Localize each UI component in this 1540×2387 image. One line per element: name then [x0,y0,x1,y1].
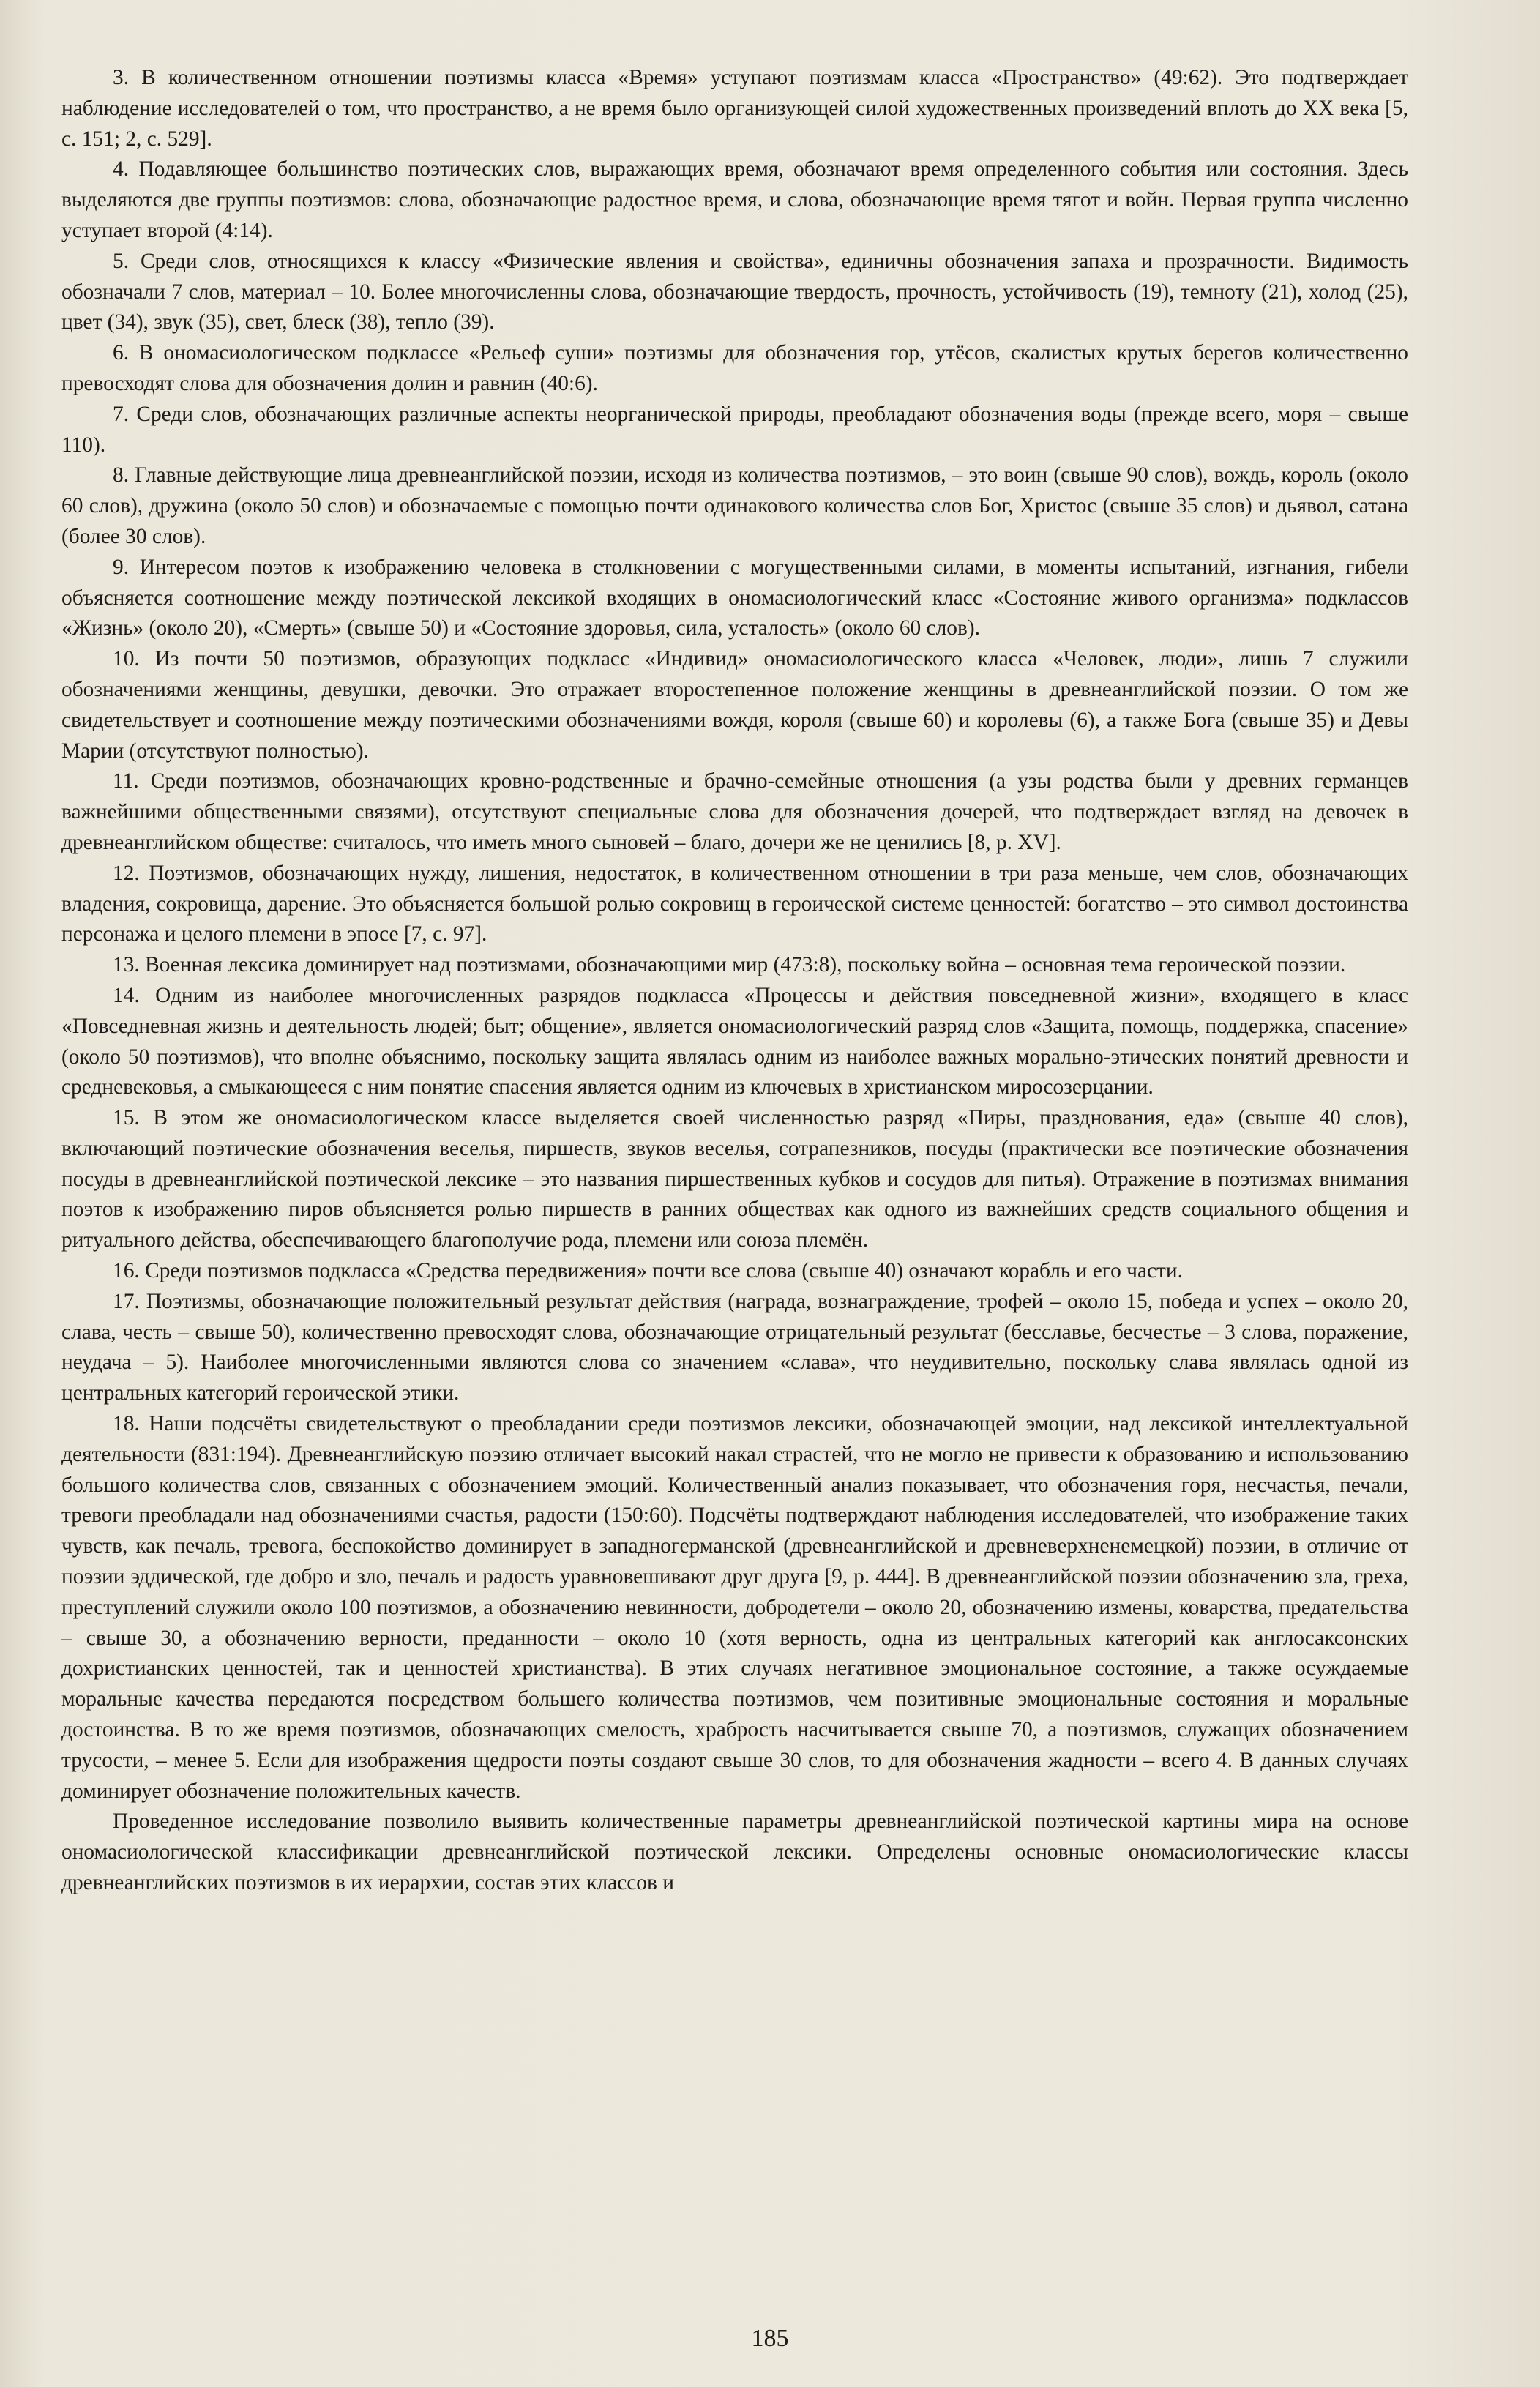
paragraph-12: 12. Поэтизмов, обозначающих нужду, лишения, недостаток, в количественном отношении в три раза меньше, чем слов, обозначающих владения, сокровища, дарение. Это объясняется большой ролью сокровищ в героической системе ценностей: богатство – это символ достоинства персонажа и целого племени в эпосе [7, с. 97]. [61,861,1408,946]
page-number: 185 [751,2325,789,2352]
paragraph-6: 6. В ономасиологическом подклассе «Рельеф суши» поэтизмы для обозначения гор, утёсов, скалистых крутых берегов количественно превосходят слова для обозначения долин и равнин (40:6). [61,341,1408,395]
paragraph-5: 5. Среди слов, относящихся к классу «Физические явления и свойства», единичны обозначения запаха и прозрачности. Видимость обозначали 7 слов, материал – 10. Более многочисленны слова, обозначающие твердость, прочность, устойчивость (19), темноту (21), холод (25), цвет (34), звук (35), свет, блеск (38), тепло (39). [61,249,1408,335]
paragraph-4: 4. Подавляющее большинство поэтических слов, выражающих время, обозначают время определенного события или состояния. Здесь выделяются две группы поэтизмов: слова, обозначающие радостное время, и слова, обозначающие время тягот и войн. Первая группа численно уступает второй (4:14). [61,157,1408,242]
paragraph-10: 10. Из почти 50 поэтизмов, образующих подкласс «Индивид» ономасиологического класса «Человек, люди», лишь 7 служили обозначениями женщины, девушки, девочки. Это отражает второстепенное положение женщины в древнеанглийской поэзии. О том же свидетельствует и соотношение между поэтическими обозначениями вождя, короля (свыше 60) и королевы (6), а также Бога (свыше 35) и Девы Марии (отсутствуют полностью). [61,647,1408,763]
paragraph-8: 8. Главные действующие лица древнеанглийской поэзии, исходя из количества поэтизмов, – это воин (свыше 90 слов), вождь, король (около 60 слов), дружина (около 50 слов) и обозначаемые с помощью почти одинакового количества слов Бог, Христос (свыше 35 слов) и дьявол, сатана (более 30 слов). [61,463,1408,548]
paragraph-11: 11. Среди поэтизмов, обозначающих кровно-родственные и брачно-семейные отношения (а узы родства были у древних германцев важнейшими общественными связями), отсутствуют специальные слова для обозначения дочерей, что подтверждает взгляд на девочек в древнеанглийском обществе: считалось, что иметь много сыновей – благо, дочери же не ценились [8, p. XV]. [61,769,1408,854]
paragraph-13: 13. Военная лексика доминирует над поэтизмами, обозначающими мир (473:8), поскольку война – основная тема героической поэзии. [113,953,1346,977]
paragraph-17: 17. Поэтизмы, обозначающие положительный результат действия (награда, вознаграждение, трофей – около 15, победа и успех – около 20, слава, честь – свыше 50), количественно превосходят слова, обозначающие отрицательный результат (бесславье, бесчестье – 3 слова, поражение, неудача – 5). Наиболее многочисленными являются слова со значением «слава», что неудивительно, поскольку слава являлась одной из центральных категорий героической этики. [61,1289,1408,1405]
paragraph-14: 14. Одним из наиболее многочисленных разрядов подкласса «Процессы и действия повседневной жизни», входящего в класс «Повседневная жизнь и деятельность людей; быт; общение», является ономасиологический разряд слов «Защита, помощь, поддержка, спасение» (около 50 поэтизмов), что вполне объяснимо, поскольку защита являлась одним из наиболее важных морально-этических понятий древности и средневековья, а смыкающееся с ним понятие спасения является одним из ключевых в христианском миросозерцании. [61,983,1408,1099]
paragraph-15: 15. В этом же ономасиологическом классе выделяется своей численностью разряд «Пиры, празднования, еда» (свыше 40 слов), включающий поэтические обозначения веселья, пиршеств, звуков веселья, сотрапезников, посуды (практически все поэтические обозначения посуды в древнеанглийской поэтической лексике – это названия пиршественных кубков и сосудов для питья). Отражение в поэтизмах внимания поэтов к изображению пиров объясняется ролью пиршеств в ранних обществах как одного из важнейших средств социального общения и ритуального действа, обеспечивающего благополучие рода, племени или союза племён. [61,1106,1408,1252]
body-text [61,63,1408,2266]
paragraph-3: 3. В количественном отношении поэтизмы класса «Время» уступают поэтизмам класса «Пространство» (49:62). Это подтверждает наблюдение исследователей о том, что пространство, а не время было организующей силой художественных произведений вплоть до XX века [5, с. 151; 2, с. 529]. [61,66,1408,151]
conclusion-paragraph: Проведенное исследование позволило выявить количественные параметры древнеанглийской поэтической картины мира на основе ономасиологической классификации древнеанглийской поэтической лексики. Определены основные ономасиологические классы древнеанглийских поэтизмов в их иерархии, состав этих классов и [61,1809,1408,1895]
paragraph-9: 9. Интересом поэтов к изображению человека в столкновении с могущественными силами, в моменты испытаний, изгнания, гибели объясняется соотношение между поэтической лексикой входящих в ономасиологический класс «Состояние живого организма» подклассов «Жизнь» (около 20), «Смерть» (свыше 50) и «Состояние здоровья, сила, усталость» (около 60 слов). [61,555,1408,640]
paragraph-18: 18. Наши подсчёты свидетельствуют о преобладании среди поэтизмов лексики, обозначающей эмоции, над лексикой интеллектуальной деятельности (831:194). Древнеанглийскую поэзию отличает высокий накал страстей, что не могло не привести к образованию и использованию большого количества слов, связанных с обозначением эмоций. Количественный анализ показывает, что обозначения горя, несчастья, печали, тревоги преобладали над обозначениями счастья, радости (150:60). Подсчёты подтверждают наблюдения исследователей, что изображение таких чувств, как печаль, тревога, беспокойство доминирует в западногерманской (древнеанглийской и древневерхненемецкой) поэзии, в отличие от поэзии эддической, где добро и зло, печаль и радость уравновешивают друг друга [9, p. 444]. В древнеанглийской поэзии обозначению зла, греха, преступлений служили около 100 поэтизмов, а обозначению невинности, добродетели – около 20, обозначению измены, коварства, предательства – свыше 30, а обозначению верности, преданности – около 10 (хотя верность, одна из центральных категорий как англосаксонских дохристианских ценностей, так и ценностей христианства). В этих случаях негативное эмоциональное состояние, а также осуждаемые моральные качества передаются посредством большего количества поэтизмов, чем позитивные эмоциональные состояния и моральные достоинства. В то же время поэтизмов, обозначающих смелость, храбрость насчитывается свыше 70, а поэтизмов, служащих обозначением трусости, – менее 5. Если для изображения щедрости поэты создают свыше 30 слов, то для обозначения жадности – всего 4. В данных случаях доминирует обозначение положительных качеств. [61,1412,1408,1803]
paragraph-7: 7. Среди слов, обозначающих различные аспекты неорганической природы, преобладают обозначения воды (прежде всего, моря – свыше 110). [61,402,1408,457]
paragraph-16: 16. Среди поэтизмов подкласса «Средства передвижения» почти все слова (свыше 40) означают корабль и его части. [113,1259,1183,1283]
